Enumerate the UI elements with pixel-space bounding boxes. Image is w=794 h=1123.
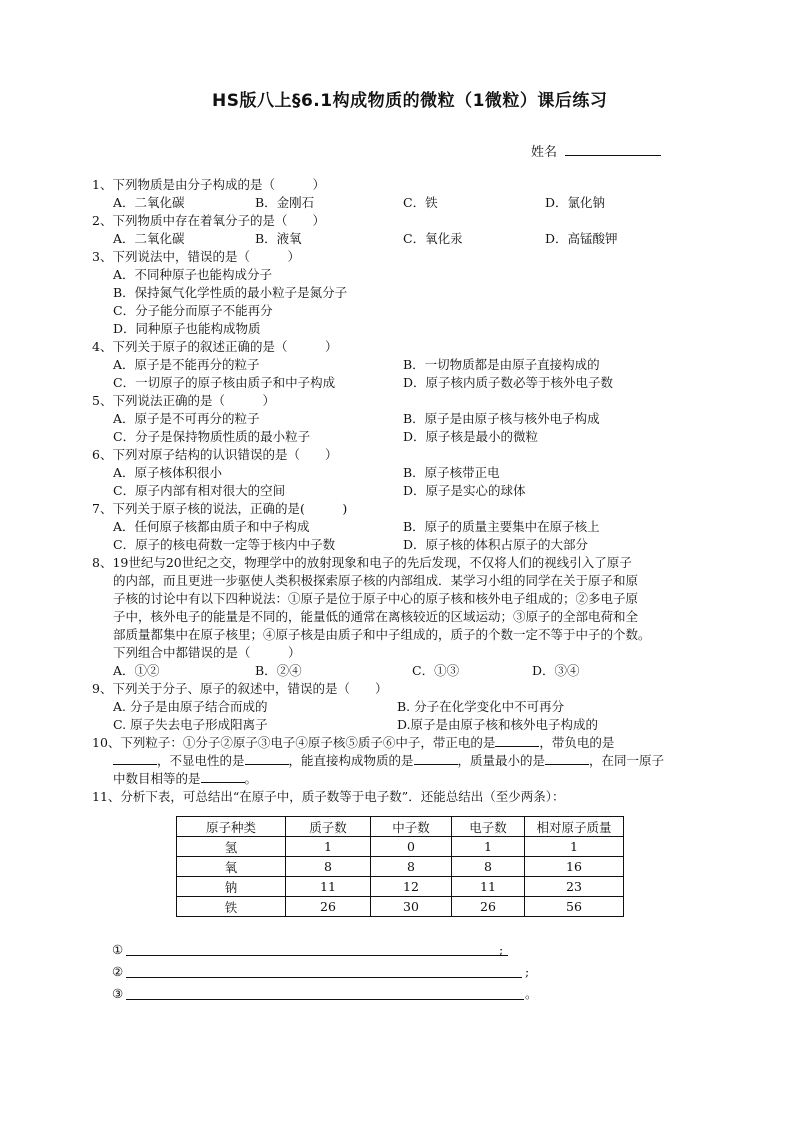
option-d[interactable]: D．原子核内质子数必等于核外电子数	[403, 375, 614, 390]
atom-data-table	[176, 816, 624, 917]
question-text: 中数目相等的是	[113, 771, 201, 786]
answer-end-mark: 。	[525, 986, 538, 1001]
column-header: 质子数	[286, 817, 371, 837]
option-a[interactable]: A. 分子是由原子结合而成的	[113, 699, 268, 714]
answer-blank-equal-count[interactable]	[201, 770, 245, 783]
answer-blank-positive[interactable]	[495, 734, 539, 747]
question-stem: 2、下列物质中存在着氧分子的是（ ）	[92, 213, 325, 228]
table-cell: 1	[452, 837, 525, 857]
question-10-line-3	[113, 770, 712, 788]
option-d[interactable]: D．原子核的体积占原子的大部分	[403, 537, 589, 552]
option-d[interactable]: D．③④	[532, 663, 580, 678]
table-cell: 12	[371, 877, 452, 897]
column-header: 原子种类	[177, 817, 286, 837]
option-d[interactable]: D．同种原子也能构成物质	[113, 321, 261, 336]
option-c[interactable]: C．原子的核电荷数一定等于核内中子数	[113, 537, 336, 552]
table-cell: 8	[371, 857, 452, 877]
option-b[interactable]: B．②④	[255, 663, 302, 678]
table-cell: 8	[286, 857, 371, 877]
table-cell: 0	[371, 837, 452, 857]
option-c[interactable]: C．一切原子的原子核由质子和中子构成	[113, 375, 336, 390]
option-d[interactable]: D．原子核是最小的微粒	[403, 429, 539, 444]
option-d[interactable]: D.原子是由原子核和核外电子构成的	[397, 717, 599, 732]
option-b[interactable]: B．液氧	[255, 231, 302, 246]
option-c[interactable]: C．铁	[403, 195, 438, 210]
option-b[interactable]: B．保持氮气化学性质的最小粒子是氮分子	[113, 285, 348, 300]
question-text: ，质量最小的是	[457, 753, 546, 768]
option-a[interactable]: A．原子核体积很小	[113, 465, 223, 480]
question-stem: 3、下列说法中，错误的是（ ）	[92, 249, 300, 264]
option-b[interactable]: B．原子的质量主要集中在原子核上	[403, 519, 600, 534]
table-cell: 16	[525, 857, 624, 877]
question-10-line-1	[92, 734, 712, 752]
question-2	[92, 212, 712, 248]
question-1	[92, 176, 712, 212]
answer-blank-smallest-mass[interactable]	[545, 752, 589, 765]
answer-number: ③	[112, 986, 124, 1001]
option-a[interactable]: A．①②	[113, 663, 160, 678]
question-6	[92, 446, 712, 500]
question-stem-line: 下列组合中都错误的是（ ）	[113, 645, 301, 660]
option-c[interactable]: C. 原子失去电子形成阳离子	[113, 717, 268, 732]
table-cell: 铁	[177, 897, 286, 917]
table-row	[177, 837, 624, 857]
question-stem-line: 部质量都集中在原子核里；④原子核是由质子和中子组成的，质子的个数一定不等于中子的个数。	[113, 627, 651, 642]
option-d[interactable]: D．高锰酸钾	[545, 231, 618, 246]
option-c[interactable]: C．原子内部有相对很大的空间	[113, 483, 286, 498]
option-d[interactable]: D．氯化钠	[545, 195, 606, 210]
answer-number: ①	[112, 942, 124, 957]
question-stem: 4、下列关于原子的叙述正确的是（ ）	[92, 339, 338, 354]
question-10	[92, 734, 712, 788]
question-stem: 6、下列对原子结构的认识错误的是（ ）	[92, 447, 338, 462]
question-text: ，在同一原子	[589, 753, 665, 768]
option-c[interactable]: C．①③	[412, 663, 460, 678]
option-b[interactable]: B．原子核带正电	[403, 465, 500, 480]
answer-blank[interactable]	[126, 955, 508, 956]
answer-number: ②	[112, 964, 124, 979]
question-text: ，不显电性的是	[157, 753, 245, 768]
table-cell: 11	[452, 877, 525, 897]
question-5	[92, 392, 712, 446]
question-stem-line: 的内部，而且更进一步驱使人类积极探索原子核的内部组成．某学习小组的同学在关于原子和原	[113, 573, 639, 588]
name-label: 姓名	[531, 145, 558, 160]
option-b[interactable]: B．金刚石	[255, 195, 315, 210]
answer-blank-neutral[interactable]	[245, 752, 289, 765]
question-10-line-2	[113, 752, 712, 770]
answer-blank[interactable]	[126, 999, 524, 1000]
answer-blank-negative[interactable]	[113, 752, 157, 765]
question-text: 。	[244, 771, 258, 786]
option-b[interactable]: B. 分子在化学变化中不可再分	[397, 699, 565, 714]
question-stem-line: 8、19世纪与20世纪之交，物理学中的放射现象和电子的先后发现，不仅将人们的视线引入了原子	[92, 555, 632, 570]
table-cell: 钠	[177, 877, 286, 897]
table-header-row	[177, 817, 624, 837]
table-cell: 氢	[177, 837, 286, 857]
table-row	[177, 897, 624, 917]
answer-blank-constitute[interactable]	[414, 752, 458, 765]
page-title: HS版八上§6.1构成物质的微粒（1微粒）课后练习	[212, 91, 608, 111]
question-stem: 7、下列关于原子核的说法，正确的是( )	[92, 501, 348, 516]
option-a[interactable]: A．二氧化碳	[113, 195, 185, 210]
option-a[interactable]: A．不同种原子也能构成分子	[113, 267, 273, 282]
question-stem-line: 子核的讨论中有以下四种说法：①原子是位于原子中心的原子核和核外电子组成的；②多电子原	[113, 591, 639, 606]
table-cell: 26	[452, 897, 525, 917]
question-stem: 5、下列说法正确的是（ ）	[92, 393, 275, 408]
option-a[interactable]: A．原子是不能再分的粒子	[113, 357, 260, 372]
option-d[interactable]: D．原子是实心的球体	[403, 483, 526, 498]
column-header: 相对原子质量	[525, 817, 624, 837]
name-blank[interactable]	[565, 144, 661, 156]
question-8	[92, 554, 712, 680]
column-header: 中子数	[371, 817, 452, 837]
answer-end-mark: ;	[499, 942, 504, 957]
table-cell: 30	[371, 897, 452, 917]
option-b[interactable]: B．一切物质都是由原子直接构成的	[403, 357, 600, 372]
table-row	[177, 877, 624, 897]
question-stem: 9、下列关于分子、原子的叙述中，错误的是（ ）	[92, 681, 388, 696]
option-a[interactable]: A．二氧化碳	[113, 231, 185, 246]
question-text: ，带负电的是	[539, 735, 615, 750]
question-3	[92, 248, 712, 338]
questions-section	[92, 176, 712, 806]
answer-end-mark: ;	[525, 964, 530, 979]
question-11	[92, 788, 712, 806]
table-cell: 1	[525, 837, 624, 857]
option-a[interactable]: A．原子是不可再分的粒子	[113, 411, 260, 426]
question-7	[92, 500, 712, 554]
option-c[interactable]: C．氧化汞	[403, 231, 463, 246]
table-cell: 56	[525, 897, 624, 917]
question-9	[92, 680, 712, 734]
table-cell: 氧	[177, 857, 286, 877]
table-cell: 26	[286, 897, 371, 917]
option-a[interactable]: A．任何原子核都由质子和中子构成	[113, 519, 310, 534]
table-cell: 11	[286, 877, 371, 897]
question-stem: 11、分析下表，可总结出“在原子中，质子数等于电子数”．还能总结出（至少两条）：	[92, 789, 565, 804]
option-c[interactable]: C．分子能分而原子不能再分	[113, 303, 273, 318]
table-cell: 1	[286, 837, 371, 857]
column-header: 电子数	[452, 817, 525, 837]
table-row	[177, 857, 624, 877]
question-text: ，能直接构成物质的是	[288, 753, 414, 768]
question-text: 10、下列粒子：①分子②原子③电子④原子核⑤质子⑥中子，带正电的是	[92, 735, 496, 750]
answer-blank[interactable]	[126, 977, 522, 978]
table-cell: 8	[452, 857, 525, 877]
table-cell: 23	[525, 877, 624, 897]
option-c[interactable]: C．分子是保持物质性质的最小粒子	[113, 429, 311, 444]
option-b[interactable]: B．原子是由原子核与核外电子构成	[403, 411, 600, 426]
question-4	[92, 338, 712, 392]
question-stem: 1、下列物质是由分子构成的是（ ）	[92, 177, 325, 192]
question-stem-line: 子中，核外电子的能量是不同的，能量低的通常在离核较近的区域运动；③原子的全部电荷和全	[113, 609, 639, 624]
name-field[interactable]	[531, 141, 661, 160]
